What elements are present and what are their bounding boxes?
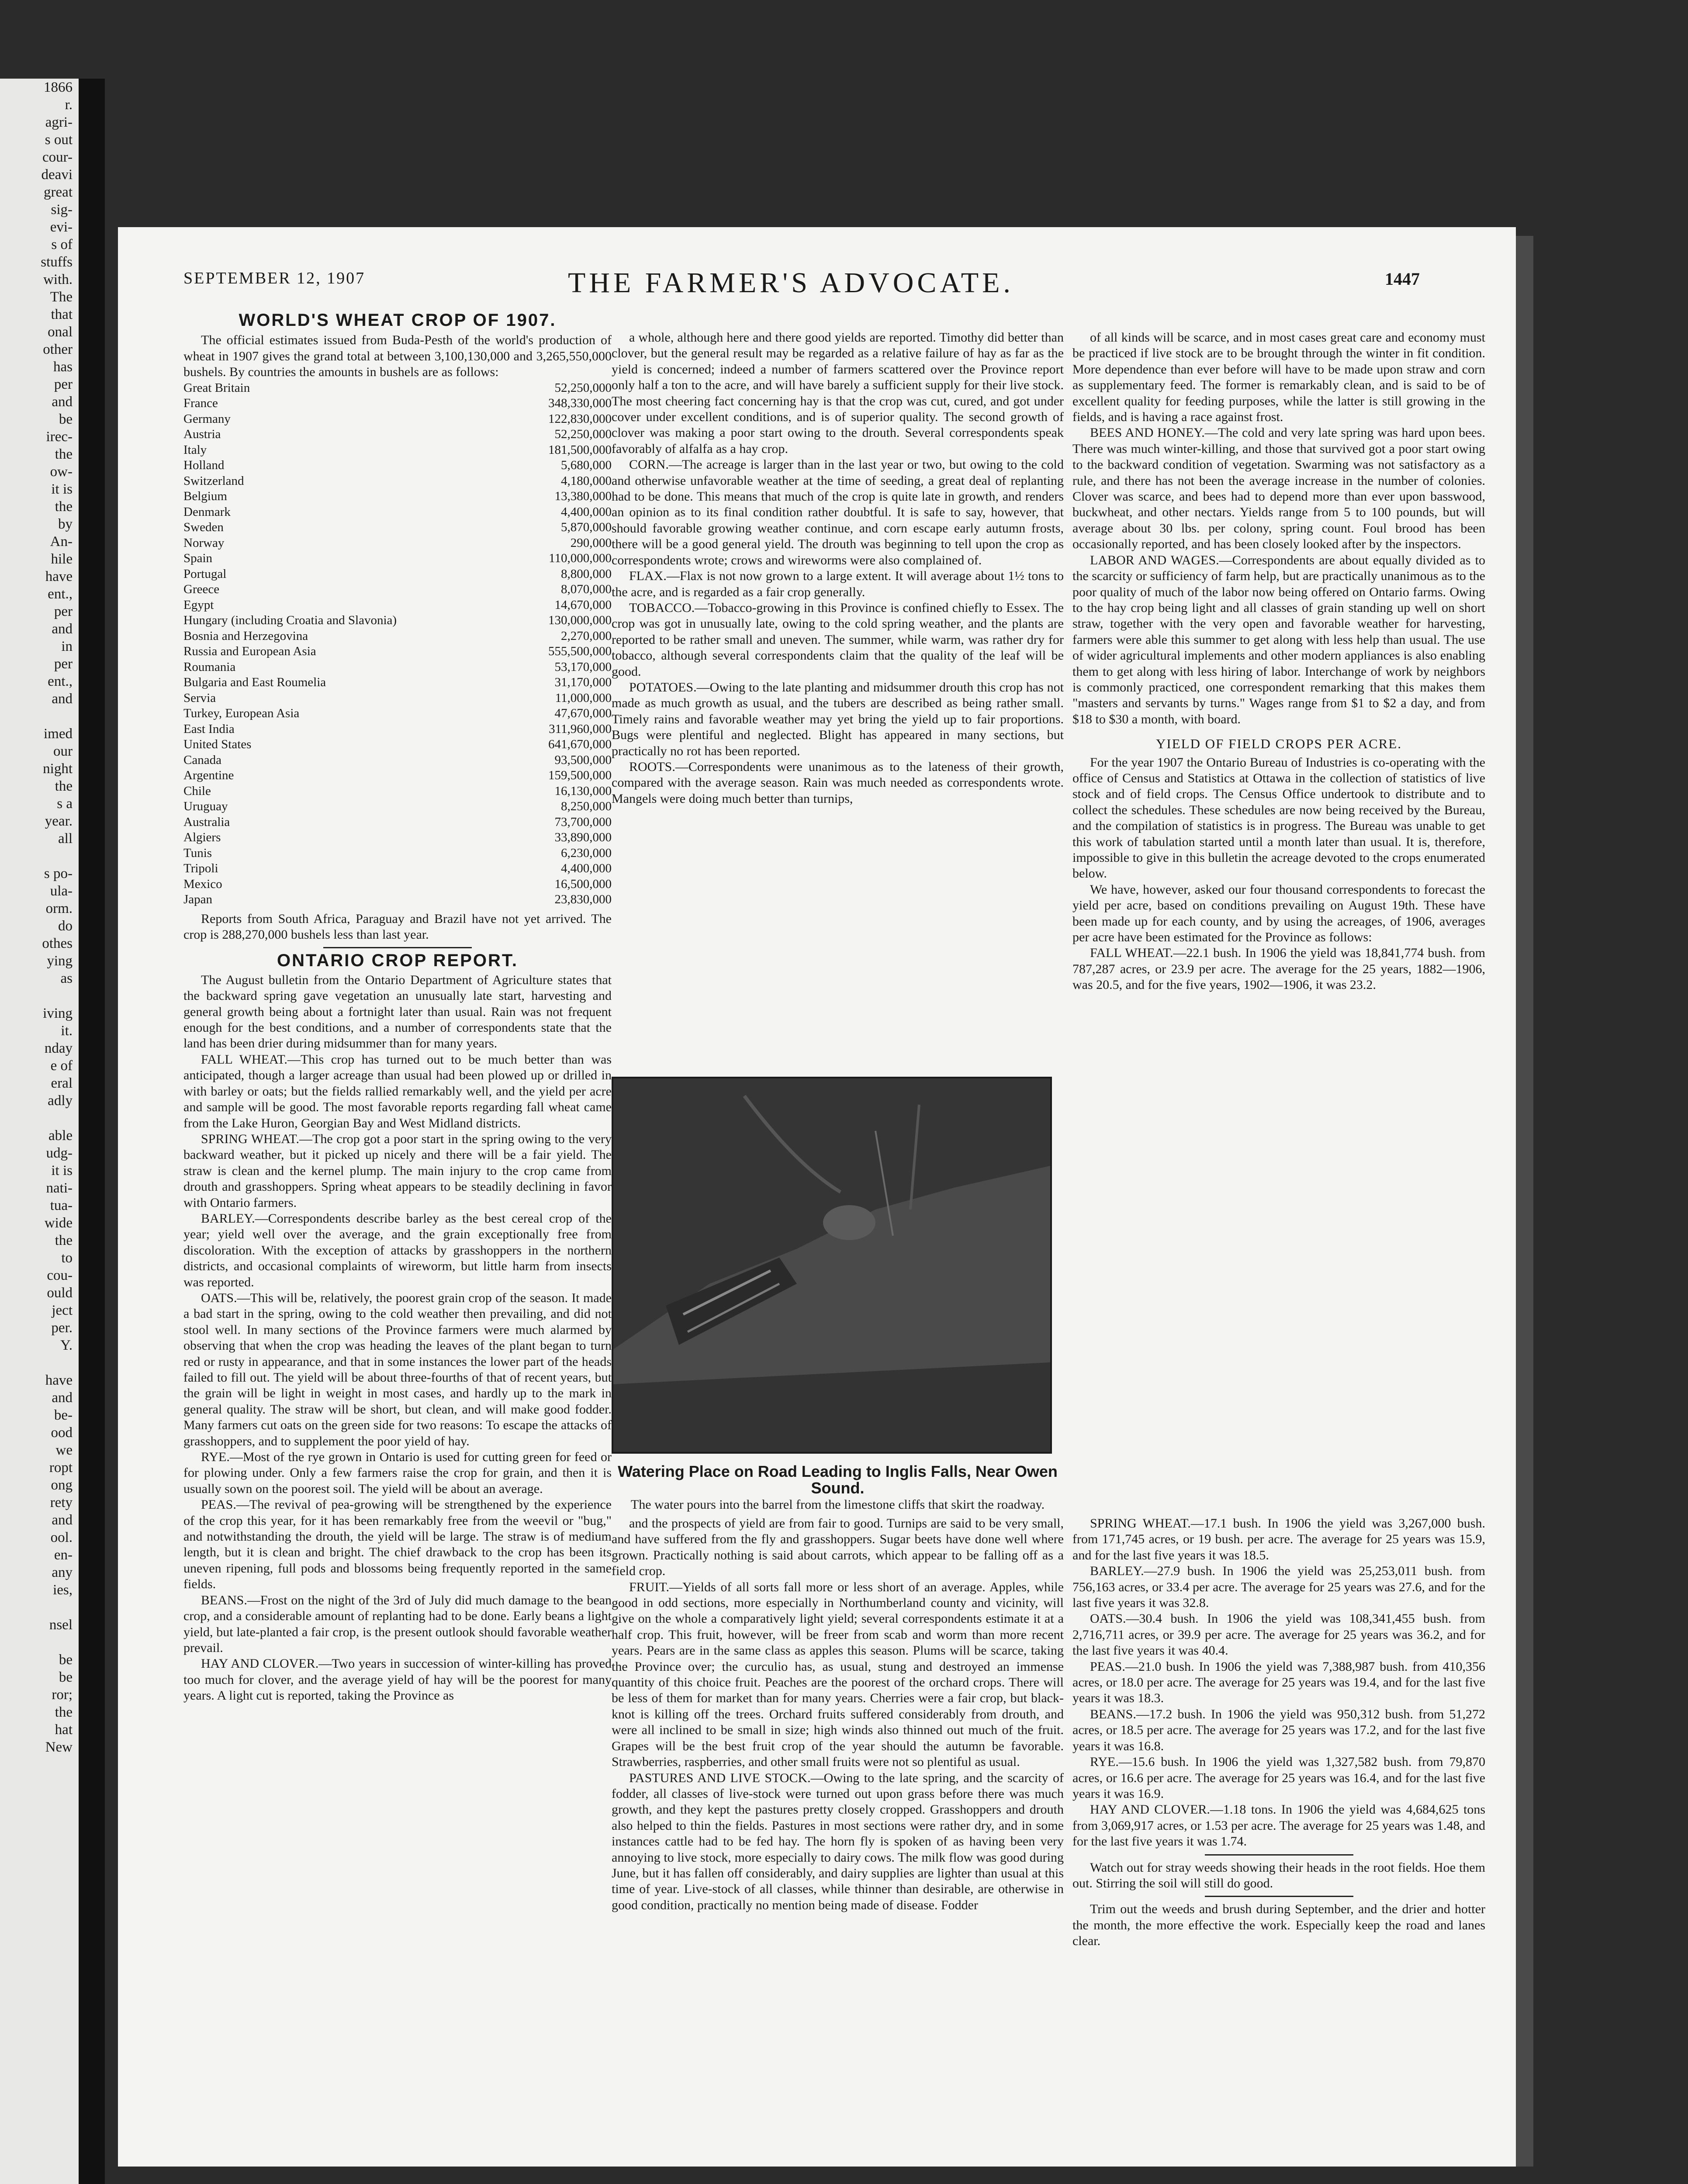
bushel-amount: 13,380,000 [554, 489, 612, 504]
bushel-amount: 130,000,000 [548, 613, 612, 628]
wheat-row [183, 489, 612, 505]
country-name: Spain [183, 551, 213, 566]
crop-estimate: HAY AND CLOVER.—1.18 tons. In 1906 the yield was 4,684,625 tons from 3,069,917 acres, or 1.53 per acre. The average for 25 years was 1.48, and for the last five years it was 1.74. [1072, 1802, 1485, 1849]
page-gutter [79, 79, 105, 2184]
wheat-heading: WORLD'S WHEAT CROP OF 1907. [239, 311, 557, 330]
fragment-line: onal [48, 324, 73, 340]
fragment-line: that [51, 307, 73, 322]
wheat-row [183, 861, 612, 877]
bushel-amount: 52,250,000 [554, 380, 612, 395]
fragment-line: hat [55, 1722, 73, 1738]
wheat-table [183, 380, 612, 908]
fragment-line: and [52, 394, 73, 410]
wheat-row [183, 892, 612, 908]
wheat-row [183, 505, 612, 520]
fragment-line: s a [57, 796, 73, 812]
ontario-heading: ONTARIO CROP REPORT. [277, 951, 518, 971]
issue-date: SEPTEMBER 12, 1907 [183, 269, 366, 287]
column-1 [183, 312, 612, 1704]
bushel-amount: 14,670,000 [554, 598, 612, 612]
wheat-row [183, 784, 612, 799]
fragment-line: sig- [51, 202, 73, 218]
wheat-row [183, 753, 612, 768]
country-name: Chile [183, 784, 211, 798]
photo-caption: Watering Place on Road Leading to Inglis Falls, Near Owen Sound. [618, 1462, 1058, 1497]
report-paragraph: SPRING WHEAT.—The crop got a poor start in the spring owing to the very backward weather, but it picked up nicely and there will be a fair yield. The straw is clean and the kernel plump. The main injury to the crop came from drouth and grasshoppers. Spring wheat appears to be steadily declining in favor with Ontario farmers. [183, 1131, 612, 1210]
fragment-line: ies, [53, 1582, 73, 1598]
fragment-line: other [43, 342, 73, 357]
report-paragraph: FLAX.—Flax is not now grown to a large extent. It will average about 1½ tons to the acre, and is regarded as a fair crop generally. [612, 569, 1064, 599]
bushel-amount: 33,890,000 [554, 830, 612, 845]
country-name: United States [183, 737, 252, 752]
fragment-line: and [52, 621, 73, 637]
crop-estimate: PEAS.—21.0 bush. In 1906 the yield was 7,388,987 bush. from 410,356 acres, or 18.0 per acre. The average for 25 years was 19.4, and for the last five years it was 18.3. [1072, 1659, 1485, 1706]
fragment-line: have [45, 569, 73, 584]
fragment-line: ent., [48, 586, 73, 602]
bushel-amount: 2,270,000 [561, 629, 612, 643]
wheat-row [183, 877, 612, 892]
fragment-line: s po- [44, 866, 73, 881]
bushel-amount: 181,500,000 [548, 442, 612, 457]
wheat-row [183, 427, 612, 442]
fragment-line: able [48, 1128, 73, 1144]
bushel-amount: 52,250,000 [554, 427, 612, 442]
report-paragraph: BEES AND HONEY.—The cold and very late spring was hard upon bees. There was much winter-killing, and those that survived got a poor start owing to the backward condition of vegetation. Swarming was not satisfactory as a rule, and there has not been the average increase in the number of colonies. Clover was scarce, and bees had to depend more than ever upon basswood, buckwheat, and other nectars. Yields range from 5 to 100 pounds, but will average about 30 lbs. per colony, spring count. Foul brood has been occasionally reported, and has been closely looked after by the inspectors. [1072, 425, 1485, 552]
fragment-line: evi- [50, 219, 73, 235]
report-paragraph: HAY AND CLOVER.—Two years in succession of winter-killing has proved too much for clover, and the average yield of hay will be the poorest for many years. A light cut is reported, taking the Province as [183, 1656, 612, 1703]
fragment-line: all [58, 831, 73, 847]
wheat-row [183, 458, 612, 473]
fragment-line: An- [50, 534, 73, 549]
country-name: Germany [183, 411, 231, 426]
report-paragraph: PASTURES AND LIVE STOCK.—Owing to the late spring, and the scarcity of fodder, all classes of live-stock were turned out upon grass before there was much growth, and they kept the pastures pretty closely cropped. Grasshoppers and drouth also helped to thin the fields. Pastures in most sections were rather dry, and in some instances cattle had to be fed hay. The horn fly is spoken of as having been very annoying to live stock, more especially to dairy cows. The milk flow was good during June, but it has fallen off considerably, and dairy supplies are lighter than usual at this time of year. Live-stock of all classes, while thinner than desirable, are otherwise in good condition, practically no mention being made of disease. Fodder [612, 1770, 1064, 1912]
fragment-line: and [52, 1512, 73, 1528]
country-name: Egypt [183, 598, 214, 612]
fragment-line: any [52, 1565, 73, 1580]
wheat-row [183, 613, 612, 629]
report-paragraph: BEANS.—Frost on the night of the 3rd of July did much damage to the bean crop, and a considerable amount of replanting had to be done. Early beans a light yield, but late-planted a fair crop, is the present outlook should favorable weather prevail. [183, 1593, 612, 1655]
bushel-amount: 641,670,000 [548, 737, 612, 752]
fragment-line: in [61, 639, 73, 654]
fragment-line: en- [54, 1547, 73, 1563]
fragment-line: great [44, 184, 73, 200]
fragment-line: it is [51, 481, 73, 497]
fragment-line [0, 1109, 79, 1127]
wheat-row [183, 442, 612, 458]
crop-estimate: BARLEY.—27.9 bush. In 1906 the yield was 25,253,011 bush. from 756,163 acres, or 33.4 per acre. The average for 25 years was 27.6, and for the last five years it was 32.8. [1072, 1564, 1485, 1610]
country-name: Uruguay [183, 799, 228, 814]
fragment-line: r. [65, 97, 73, 113]
crop-estimate: BEANS.—17.2 bush. In 1906 the yield was 950,312 bush. from 51,272 acres, or 18.5 per acre. The average for 25 years was 17.2, and for the last five years it was 16.8. [1072, 1707, 1485, 1753]
newspaper-page [118, 227, 1516, 2167]
fragment-line: Y. [60, 1337, 73, 1353]
fragment-line: agri- [45, 114, 73, 130]
fragment-line: ject [52, 1303, 73, 1318]
report-paragraph: a whole, although here and there good yields are reported. Timothy did better than clover, but the general result may be regarded as a relative failure of hay as far as the yield is concerned; indeed a number of farmers scattered over the Province report only half a ton to the acre, and will have barely a sufficient supply for their live stock. The most cheering fact concerning hay is that the crop was cut, cured, and got under cover under excellent conditions, and is of superior quality. The second growth of clover was making a poor start owing to the drouth. Several correspondents speak favorably of alfalfa as a hay crop. [612, 330, 1064, 456]
fragment-line: cou- [47, 1268, 73, 1283]
wheat-footnote: Reports from South Africa, Paraguay and Brazil have not yet arrived. The crop is 288,270,000 bushels less than last year. [183, 911, 612, 942]
estimate-paragraph: For the year 1907 the Ontario Bureau of Industries is co-operating with the office of Census and Statistics at Ottawa in the collection of statistics of live stock and of field crops. The Census Office undertook to distribute and to collect the schedules. These schedules are now being received by the Bureau, and the compilation of statistics is in progress. The Bureau was unable to get this work of tabulation started until a month later than usual. It is, therefore, impossible to give in this bulletin the acreage devoted to the crops enumerated below. [1072, 755, 1485, 881]
country-name: Bulgaria and East Roumelia [183, 675, 326, 690]
fragment-line: be- [54, 1407, 73, 1423]
country-name: Algiers [183, 830, 221, 845]
bushel-amount: 8,250,000 [561, 799, 612, 814]
wheat-row [183, 846, 612, 861]
fragment-line: the [55, 499, 73, 515]
bushel-amount: 53,170,000 [554, 660, 612, 674]
masthead-title: THE FARMER'S ADVOCATE. [568, 267, 1014, 299]
fragment-line: do [58, 918, 73, 934]
fragment-line: year. [45, 813, 73, 829]
fragment-line: nsel [49, 1617, 73, 1633]
bushel-amount: 11,000,000 [555, 691, 612, 705]
bushel-amount: 4,180,000 [561, 473, 612, 488]
photo-subcaption: The water pours into the barrel from the limestone cliffs that skirt the roadway. [630, 1497, 1045, 1512]
photo-caption-block [612, 1463, 1064, 1513]
country-name: Holland [183, 458, 225, 473]
fragment-line: the [55, 778, 73, 794]
fragment-line: the [55, 446, 73, 462]
fragment-line: per [54, 656, 73, 672]
weed-note: Watch out for stray weeds showing their heads in the root fields. Hoe them out. Stirring the soil will still do good. [1072, 1860, 1485, 1890]
country-name: Canada [183, 753, 221, 767]
wheat-row [183, 768, 612, 784]
fragment-line: be [59, 411, 73, 427]
fragment-line [0, 1599, 79, 1616]
fragment-line: the [55, 1704, 73, 1720]
country-name: Bosnia and Herzegovina [183, 629, 308, 643]
adjacent-page-fragment [0, 79, 79, 2184]
wheat-row [183, 629, 612, 644]
bushel-amount: 16,130,000 [554, 784, 612, 798]
bushel-amount: 110,000,000 [549, 551, 612, 566]
bushel-amount: 4,400,000 [561, 861, 612, 876]
bushel-amount: 31,170,000 [554, 675, 612, 690]
wheat-row [183, 536, 612, 551]
bushel-amount: 348,330,000 [548, 396, 612, 411]
wheat-row [183, 582, 612, 598]
estimate-intro [1072, 755, 1485, 993]
fragment-line: the [55, 1233, 73, 1248]
estimate-paragraph: FALL WHEAT.—22.1 bush. In 1906 the yield was 18,841,774 bush. from 787,287 acres, or 23.9 per acre. The average for the 25 years, 1882—1906, was 20.5, and for the five years, 1902—1906, it was 23.2. [1072, 946, 1485, 992]
crop-estimate: OATS.—30.4 bush. In 1906 the yield was 108,341,455 bush. from 2,716,711 acres, or 39.9 per acre. The average for 25 years was 36.2, and for the last five years it was 40.4. [1072, 1611, 1485, 1658]
country-name: Australia [183, 815, 230, 829]
country-name: Great Britain [183, 380, 250, 395]
bushel-amount: 73,700,000 [554, 815, 612, 829]
fragment-line [0, 1634, 79, 1651]
adjacent-page-text [0, 79, 79, 1756]
fragment-line [0, 708, 79, 725]
bushel-amount: 159,500,000 [548, 768, 612, 783]
bushel-amount: 8,800,000 [561, 567, 612, 581]
fragment-line: s of [51, 237, 73, 252]
fragment-line: night [43, 761, 73, 777]
crop-estimate: RYE.—15.6 bush. In 1906 the yield was 1,327,582 bush. from 79,870 acres, or 16.6 per acre. The average for 25 years was 16.4, and for the last five years it was 16.9. [1072, 1755, 1485, 1801]
bushel-amount: 16,500,000 [554, 877, 612, 891]
photo-watering-place [612, 1077, 1052, 1454]
bushel-amount: 311,960,000 [549, 722, 612, 736]
wheat-row [183, 722, 612, 737]
column-2-top [612, 330, 1064, 807]
fragment-line: The [50, 289, 73, 305]
fragment-line [0, 847, 79, 865]
fragment-line: ow- [50, 464, 73, 480]
country-name: Japan [183, 892, 213, 907]
bushel-amount: 5,680,000 [561, 458, 612, 473]
country-name: Mexico [183, 877, 222, 891]
country-name: Switzerland [183, 473, 244, 488]
fragment-line: ool. [50, 1530, 73, 1545]
fragment-line [0, 1354, 79, 1372]
bushel-amount: 122,830,000 [548, 411, 612, 426]
fragment-line: tua- [50, 1198, 73, 1213]
fragment-line: iving [43, 1006, 73, 1021]
report-paragraph: ROOTS.—Correspondents were unanimous as to the lateness of their growth, compared with the average season. Rain was much needed as correspondents wrote. Mangels were doing much better than turnips, [612, 759, 1064, 806]
fragment-line: and [52, 691, 73, 707]
bushel-amount: 290,000 [570, 536, 612, 550]
fragment-line: and [52, 1390, 73, 1406]
report-paragraph: FALL WHEAT.—This crop has turned out to be much better than was anticipated, though a larger acreage than usual had been plowed up or drilled in with barley or oats; but the fields rallied remarkably well, and the yield per acre and sample will be good. The most favorable reports regarding fall wheat came from the Lake Huron, Georgian Bay and West Midland districts. [183, 1052, 612, 1130]
column-3-top [1072, 330, 1485, 993]
fragment-line: nati- [46, 1180, 73, 1196]
country-name: Roumania [183, 660, 236, 674]
fragment-line: 1866 [44, 79, 73, 95]
report-paragraph: FRUIT.—Yields of all sorts fall more or less short of an average. Apples, while good in odd sections, more especially in Northumberland county and vicinity, will give on the whole a comparatively light yield; several correspondents estimate it at a half crop. This fruit, however, will be freer from scab and worm than more recent years. Pears are in the same class as apples this season. Plums will be scarce, taking the Province over; the curculio has, as usual, stung and destroyed an immense quantity of this choice fruit. Peaches are the poorest of the orchard crops. There will be less of them for market than for many years. Cherries were a fair crop, but black-knot is killing off the trees. Orchard fruits suffered considerably from drouth, and were all inclined to be small in size; high winds also thinned out much of the fruit. Grapes will be the best fruit crop of the year should the autumn be favorable. Strawberries, raspberries, and other small fruits were not so plentiful as usual. [612, 1579, 1064, 1769]
fragment-line [0, 987, 79, 1005]
report-paragraph: OATS.—This will be, relatively, the poorest grain crop of the season. It made a bad start in the spring, owing to the cold weather then prevailing, and did not stool well. In many sections of the Province farmers were much alarmed by observing that when the crop was heading the leaves of the plant began to turn red or rusty in appearance, and that in some instances the lower part of the heads failed to fill out. The yield will be about three-fourths of that of recent years, but the grain will be light in weight in most cases, and hardly up to the mark in general quality. The straw will be short, but clean, and will make good fodder. Many farmers cut oats on the green side for two reasons: To escape the attacks of grasshoppers, and to supplement the poor yield of hay. [183, 1290, 612, 1448]
divider [1205, 1854, 1353, 1856]
country-name: Tripoli [183, 861, 218, 876]
wheat-row [183, 380, 612, 396]
wheat-row [183, 815, 612, 830]
fragment-line: be [59, 1652, 73, 1668]
wheat-row [183, 520, 612, 536]
fragment-line: udg- [46, 1145, 73, 1161]
wheat-row [183, 691, 612, 706]
fragment-line: to [61, 1250, 73, 1266]
ontario-report [183, 972, 612, 1704]
fragment-line: be [59, 1669, 73, 1685]
report-paragraph: of all kinds will be scarce, and in most cases great care and economy must be practiced if live stock are to be brought through the winter in fit condition. More dependence than ever before will have to be made upon straw and corn as supplementary feed. The former is remarkably clean, and is said to be of excellent quality for feeding purposes, while the latter is still growing in the fields, and is having a race against frost. [1072, 330, 1485, 425]
fragment-line: ropt [49, 1460, 73, 1476]
fragment-line: hile [51, 551, 73, 567]
country-name: Turkey, European Asia [183, 706, 300, 721]
fragment-line: ent., [48, 674, 73, 689]
divider [323, 947, 472, 948]
fragment-line: adly [48, 1093, 73, 1109]
bushel-amount: 8,070,000 [561, 582, 612, 597]
country-name: Russia and European Asia [183, 644, 316, 659]
report-paragraph: TOBACCO.—Tobacco-growing in this Province is confined chiefly to Essex. The crop was got in unusually late, owing to the cold spring weather, and the plants are reported to be rather small and uneven. The summer, while warm, was rather dry for tobacco, although several correspondents claim that the quality of the leaf will be good. [612, 600, 1064, 679]
wheat-row [183, 598, 612, 613]
wheat-row [183, 660, 612, 675]
fragment-line: irec- [46, 429, 73, 445]
fragment-line: cour- [42, 149, 73, 165]
fragment-line: New [45, 1739, 73, 1755]
bushel-amount: 4,400,000 [561, 505, 612, 519]
fragment-line: ror; [52, 1687, 73, 1703]
fragment-line: e of [50, 1058, 73, 1074]
photo-image [613, 1078, 1050, 1452]
fragment-line: nday [44, 1040, 73, 1056]
country-name: Servia [183, 691, 216, 705]
fragment-line: by [58, 516, 73, 532]
crop-estimate: SPRING WHEAT.—17.1 bush. In 1906 the yield was 3,267,000 bush. from 171,745 acres, or 19 bush. per acre. The average for 25 years was 15.9, and for the last five years it was 18.5. [1072, 1516, 1485, 1562]
fragment-line: have [45, 1372, 73, 1388]
wheat-row [183, 706, 612, 722]
fragment-line: it is [51, 1163, 73, 1178]
bushel-amount: 93,500,000 [554, 753, 612, 767]
report-paragraph: RYE.—Most of the rye grown in Ontario is used for cutting green for feed or for plowing under. Only a few farmers raise the crop for grain, and then it is usually sown on the poorest soil. The yield will be about an average. [183, 1450, 612, 1496]
wheat-row [183, 396, 612, 411]
country-name: Belgium [183, 489, 227, 504]
estimate-heading: YIELD OF FIELD CROPS PER ACRE. [1156, 736, 1402, 752]
fragment-line: it. [61, 1023, 73, 1039]
brush-note: Trim out the weeds and brush during September, and the drier and hotter the month, the more effective the work. Especially keep the road and lanes clear. [1072, 1902, 1485, 1949]
page-number: 1447 [1385, 269, 1420, 289]
country-name: Denmark [183, 505, 231, 519]
fragment-line: orm. [45, 901, 73, 916]
country-name: Argentine [183, 768, 234, 783]
country-name: Hungary (including Croatia and Slavonia) [183, 613, 397, 628]
country-name: Norway [183, 536, 225, 550]
fragment-line: per. [51, 1320, 73, 1336]
wheat-row [183, 411, 612, 427]
fragment-line: per [54, 604, 73, 619]
fragment-line: with. [43, 272, 73, 287]
fragment-line: wide [44, 1215, 73, 1231]
fragment-line: as [60, 971, 73, 986]
wheat-row [183, 567, 612, 582]
estimate-paragraph: We have, however, asked our four thousand correspondents to forecast the yield per acre, based on conditions prevailing on August 19th. These have been made up for each county, and by using the acreages, of 1906, averages per acre have been estimated for the Province as follows: [1072, 882, 1485, 945]
column-2-bottom [612, 1516, 1064, 1913]
bushel-amount: 555,500,000 [548, 644, 612, 659]
fragment-line: our [53, 743, 73, 759]
report-paragraph: POTATOES.—Owing to the late planting and midsummer drouth this crop has not made as much growth as usual, and the tubers are described as being rather small. Timely rains and favorable weather may yet bring the yield up to fair proportions. Bugs were plentiful and neglected. Blight has appeared in many sections, but practically no rot has been reported. [612, 680, 1064, 758]
report-paragraph: PEAS.—The revival of pea-growing will be strengthened by the experience of the crop this year, for it has been remarkably free from the weevil or "bug," and notwithstanding the drouth, the yield will be large. The straw is of medium length, but it is clean and bright. The chief drawback to the crop has been its uneven ripening, full pods and blossoms being frequently reported in the same fields. [183, 1497, 612, 1592]
country-name: Sweden [183, 520, 224, 535]
fragment-line: ood [51, 1425, 73, 1441]
wheat-intro: The official estimates issued from Buda-Pesth of the world's production of wheat in 1907 gives the grand total at between 3,100,130,000 and 3,265,550,000 bushels. By countries the amounts in bushels are as follows: [183, 333, 612, 380]
wheat-row [183, 737, 612, 753]
fragment-line: ying [47, 953, 73, 969]
wheat-row [183, 675, 612, 691]
wheat-row [183, 473, 612, 489]
bushel-amount: 47,670,000 [554, 706, 612, 721]
bushel-amount: 23,830,000 [554, 892, 612, 907]
report-paragraph: The August bulletin from the Ontario Department of Agriculture states that the backward spring gave vegetation an unusually late start, harvesting and general growth being about a fortnight later than usual. Rain was not frequent enough for the best conditions, and a number of correspondents state that the land has been drier during midsummer than for many years. [183, 972, 612, 1051]
report-paragraph: and the prospects of yield are from fair to good. Turnips are said to be very small, and have suffered from the fly and grasshoppers. Sugar beets have done well where grown. Practically nothing is said about carrots, which appear to be falling off as a field crop. [612, 1516, 1064, 1579]
bushel-amount: 6,230,000 [561, 846, 612, 860]
report-paragraph: BARLEY.—Correspondents describe barley as the best cereal crop of the year; yield well over the average, and the grain exceptionally free from discoloration. With the exception of attacks by grasshoppers in the northern districts, and occasional complaints of wireworm, but little harm from insects was reported. [183, 1211, 612, 1289]
country-name: Tunis [183, 846, 212, 860]
wheat-row [183, 551, 612, 567]
country-name: Austria [183, 427, 221, 442]
report-paragraph: LABOR AND WAGES.—Correspondents are about equally divided as to the scarcity or sufficiency of farm help, but are practically unanimous as to the poor quality of much of the labor now being offered on Ontario farms. Owing to the hay crop being light and all classes of grain standing up well on short straw, together with the very open and favorable weather for harvesting, farmers were able this summer to get along with less help than usual. The use of wider agricultural implements and other modern appliances is also enabling them to get along with less hiring of labor. Interchange of work by neighbors is commonly practiced, one correspondent remarking that this makes them "masters and servants by turns." Wages range from $1 to $2 a day, and from $18 to $30 a month, with board. [1072, 553, 1485, 726]
country-name: Portugal [183, 567, 227, 581]
fragment-line: we [55, 1442, 73, 1458]
fragment-line: eral [51, 1075, 73, 1091]
fragment-line: othes [42, 936, 73, 951]
column-3-bottom [1072, 1516, 1485, 1949]
fragment-line: per [54, 377, 73, 392]
divider [1205, 1896, 1353, 1897]
page-edge-shadow [1516, 236, 1533, 2167]
wheat-row [183, 799, 612, 815]
fragment-line: stuffs [41, 254, 73, 270]
country-name: East India [183, 722, 235, 736]
fragment-line: rety [50, 1495, 73, 1510]
report-paragraph: CORN.—The acreage is larger than in the last year or two, but owing to the cold and otherwise unfavorable weather at the time of seeding, a great deal of replanting had to be done. This means that much of the crop is quite late in growth, and renders an opinion as to its final condition rather doubtful. It is safe to say, however, that should favorable growing weather continue, and corn escape early autumn frosts, there will be a good general yield. The drouth was beginning to tell upon the crop as correspondents wrote; crows and wireworms were also complained of. [612, 457, 1064, 567]
bushel-amount: 5,870,000 [561, 520, 612, 535]
fragment-line: imed [44, 726, 73, 742]
wheat-row [183, 644, 612, 660]
fragment-line: has [53, 359, 73, 375]
fragment-line: ong [51, 1477, 73, 1493]
country-name: Greece [183, 582, 220, 597]
wheat-row [183, 830, 612, 846]
country-name: Italy [183, 442, 207, 457]
fragment-line: deavi [41, 167, 73, 183]
country-name: France [183, 396, 218, 411]
fragment-line: ula- [50, 883, 73, 899]
fragment-line: s out [45, 132, 73, 148]
fragment-line: ould [47, 1285, 73, 1301]
